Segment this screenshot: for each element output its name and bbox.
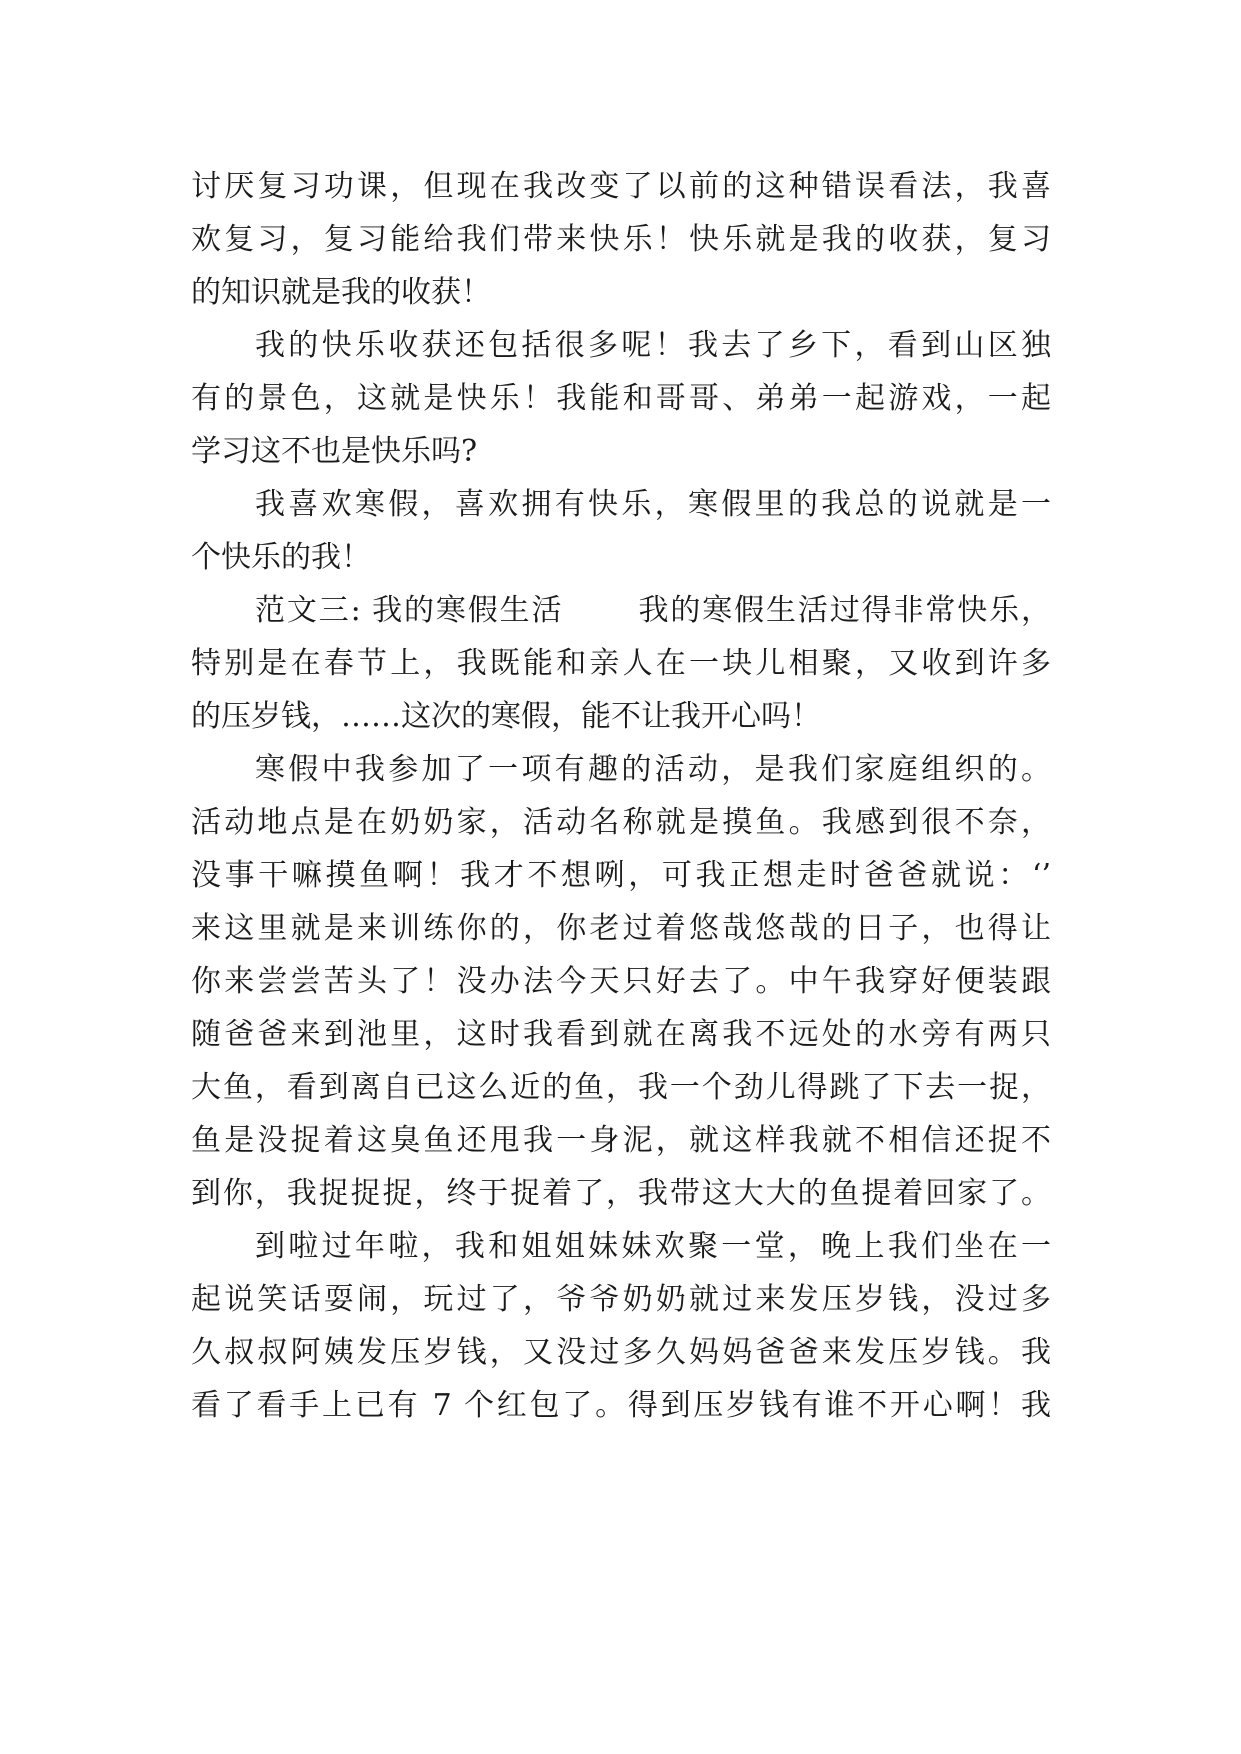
text-line: 你来尝尝苦头了！没办法今天只好去了。中午我穿好便装跟 (191, 964, 1051, 999)
text-line: 来这里就是来训练你的，你老过着悠哉悠哉的日子，也得让 (191, 911, 1051, 946)
paragraph-first-line: 寒假中我参加了一项有趣的活动，是我们家庭组织的。 (255, 752, 1051, 787)
text-line: 学习这不也是快乐吗? (191, 434, 478, 469)
paragraph-first-line: 到啦过年啦，我和姐姐妹妹欢聚一堂，晚上我们坐在一 (255, 1229, 1051, 1264)
text-line: 个快乐的我！ (191, 540, 371, 575)
text-line: 没事干嘛摸鱼啊！我才不想咧，可我正想走时爸爸就说：‘’ (191, 858, 1051, 893)
text-line: 大鱼，看到离自已这么近的鱼，我一个劲儿得跳了下去一捉， (191, 1070, 1051, 1105)
text-line: 看了看手上已有 7 个红包了。得到压岁钱有谁不开心啊！我 (191, 1388, 1051, 1423)
essay-body (191, 160, 1051, 1432)
text-line: 有的景色，这就是快乐！我能和哥哥、弟弟一起游戏，一起 (191, 381, 1051, 416)
section-heading-line: 范文三: 我的寒假生活 我的寒假生活过得非常快乐， (255, 593, 1051, 628)
text-line: 久叔叔阿姨发压岁钱，又没过多久妈妈爸爸来发压岁钱。我 (191, 1335, 1051, 1370)
text-line: 起说笑话耍闹，玩过了，爷爷奶奶就过来发压岁钱，没过多 (191, 1282, 1051, 1317)
paragraph-first-line: 我的快乐收获还包括很多呢！我去了乡下，看到山区独 (255, 328, 1051, 363)
text-line: 的知识就是我的收获！ (191, 275, 491, 310)
paragraph-first-line: 我喜欢寒假，喜欢拥有快乐，寒假里的我总的说就是一 (255, 487, 1051, 522)
text-line: 鱼是没捉着这臭鱼还甩我一身泥，就这样我就不相信还捉不 (191, 1123, 1051, 1158)
text-line: 随爸爸来到池里，这时我看到就在离我不远处的水旁有两只 (191, 1017, 1051, 1052)
text-line: 特别是在春节上，我既能和亲人在一块儿相聚，又收到许多 (191, 646, 1051, 681)
text-line: 欢复习，复习能给我们带来快乐！快乐就是我的收获，复习 (191, 222, 1051, 257)
text-line: 的压岁钱，……这次的寒假，能不让我开心吗！ (191, 699, 821, 734)
text-line: 活动地点是在奶奶家，活动名称就是摸鱼。我感到很不奈， (191, 805, 1051, 840)
text-line: 讨厌复习功课，但现在我改变了以前的这种错误看法，我喜 (191, 169, 1051, 204)
text-line: 到你，我捉捉捉，终于捉着了，我带这大大的鱼提着回家了。 (191, 1176, 1051, 1211)
